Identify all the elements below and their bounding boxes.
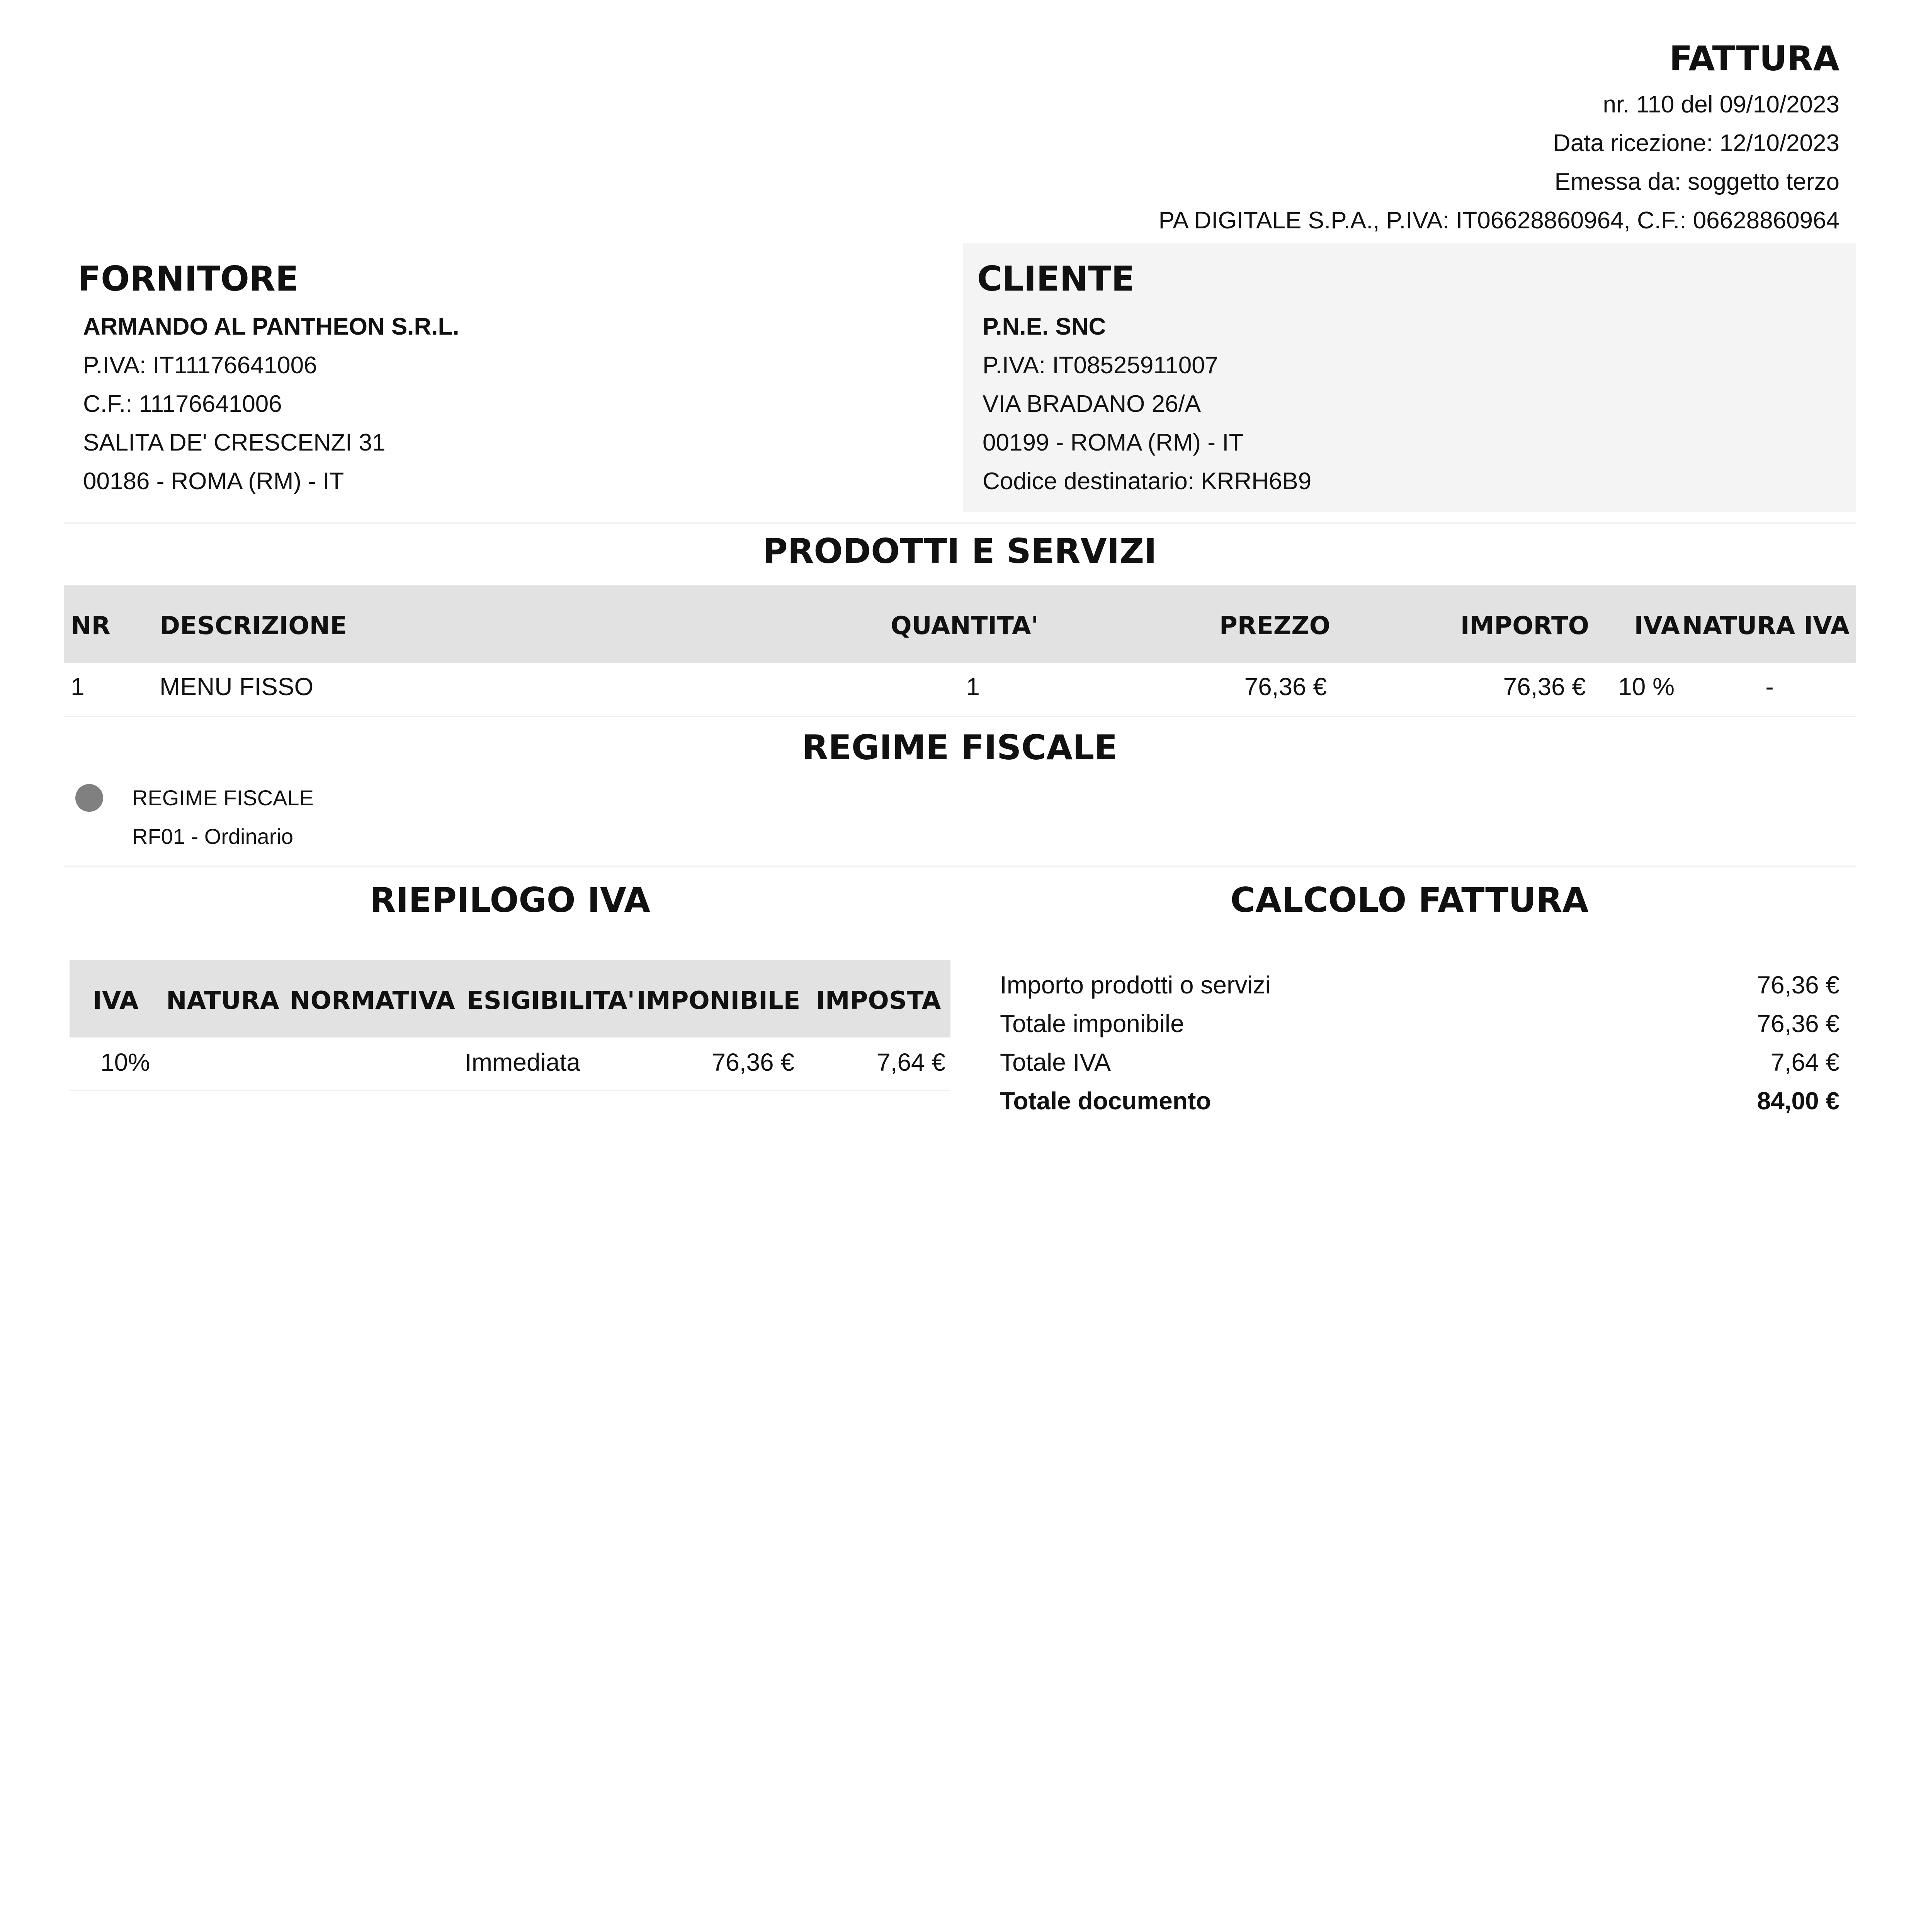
vat-summary-header bbox=[70, 960, 950, 1037]
regime-title: REGIME FISCALE bbox=[802, 728, 1118, 767]
summary-imponibile: 76,36 € bbox=[712, 1048, 794, 1076]
row-quantita: 1 bbox=[966, 673, 980, 701]
summary-esigibilita: Immediata bbox=[465, 1048, 580, 1076]
row-iva: 10 % bbox=[1618, 673, 1675, 701]
calc-label-imponibile: Totale imponibile bbox=[1000, 1010, 1184, 1037]
third-party-info: PA DIGITALE S.P.A., P.IVA: IT06628860964, C.F.: 06628860964 bbox=[1158, 207, 1839, 234]
calc-title: CALCOLO FATTURA bbox=[1230, 880, 1589, 920]
received-date: Data ricezione: 12/10/2023 bbox=[1553, 130, 1839, 156]
col-natura-iva: NATURA IVA bbox=[1682, 612, 1850, 640]
products-title: PRODOTTI E SERVIZI bbox=[763, 531, 1157, 571]
col-prezzo: PREZZO bbox=[1219, 612, 1330, 640]
supplier-title: FORNITORE bbox=[78, 259, 299, 299]
vat-summary-title: RIEPILOGO IVA bbox=[369, 880, 651, 920]
calc-value-iva: 7,64 € bbox=[1771, 1048, 1839, 1076]
invoice-title: FATTURA bbox=[1669, 39, 1839, 78]
regime-value: RF01 - Ordinario bbox=[132, 824, 294, 849]
customer-address: VIA BRADANO 26/A bbox=[983, 391, 1201, 417]
col-nr: NR bbox=[71, 612, 111, 640]
col-iva: IVA bbox=[93, 986, 139, 1015]
calc-label-importo: Importo prodotti o servizi bbox=[1000, 971, 1271, 999]
col-natura: NATURA bbox=[166, 986, 279, 1015]
calc-label-totale: Totale documento bbox=[1000, 1087, 1211, 1115]
col-quantita: QUANTITA' bbox=[891, 612, 1039, 640]
row-prezzo: 76,36 € bbox=[1244, 673, 1327, 701]
col-importo: IMPORTO bbox=[1460, 612, 1589, 640]
customer-section bbox=[963, 243, 1856, 512]
calc-value-importo: 76,36 € bbox=[1757, 971, 1839, 999]
divider bbox=[70, 1090, 950, 1091]
col-esigibilita: ESIGIBILITA' bbox=[467, 986, 635, 1015]
row-natura-iva: - bbox=[1765, 673, 1774, 701]
customer-city: 00199 - ROMA (RM) - IT bbox=[983, 429, 1244, 456]
col-normativa: NORMATIVA bbox=[290, 986, 455, 1015]
row-importo: 76,36 € bbox=[1503, 673, 1586, 701]
calc-value-imponibile: 76,36 € bbox=[1757, 1010, 1839, 1037]
invoice-number: nr. 110 del 09/10/2023 bbox=[1603, 91, 1839, 118]
divider bbox=[64, 716, 1856, 717]
supplier-city: 00186 - ROMA (RM) - IT bbox=[83, 468, 344, 495]
regime-label: REGIME FISCALE bbox=[132, 786, 314, 810]
bullet-icon bbox=[75, 784, 103, 812]
supplier-name: ARMANDO AL PANTHEON S.R.L. bbox=[83, 313, 459, 340]
supplier-address: SALITA DE' CRESCENZI 31 bbox=[83, 429, 386, 456]
issued-by: Emessa da: soggetto terzo bbox=[1554, 168, 1839, 195]
customer-title: CLIENTE bbox=[977, 259, 1135, 299]
supplier-piva: P.IVA: IT11176641006 bbox=[83, 352, 317, 379]
row-nr: 1 bbox=[71, 673, 85, 701]
supplier-cf: C.F.: 11176641006 bbox=[83, 391, 282, 417]
supplier-section bbox=[64, 243, 956, 512]
col-imposta: IMPOSTA bbox=[816, 986, 941, 1015]
col-iva: IVA bbox=[1634, 612, 1680, 640]
col-descrizione: DESCRIZIONE bbox=[160, 612, 347, 640]
products-table-header bbox=[64, 585, 1856, 663]
summary-imposta: 7,64 € bbox=[877, 1048, 945, 1076]
customer-name: P.N.E. SNC bbox=[983, 313, 1106, 340]
calc-label-iva: Totale IVA bbox=[1000, 1048, 1111, 1076]
calc-value-totale: 84,00 € bbox=[1757, 1087, 1839, 1115]
divider bbox=[64, 522, 1856, 524]
divider bbox=[64, 866, 1856, 867]
summary-iva: 10% bbox=[100, 1048, 150, 1076]
customer-piva: P.IVA: IT08525911007 bbox=[983, 352, 1219, 379]
row-descrizione: MENU FISSO bbox=[160, 673, 314, 701]
customer-recipient-code: Codice destinatario: KRRH6B9 bbox=[983, 468, 1312, 495]
col-imponibile: IMPONIBILE bbox=[637, 986, 801, 1015]
